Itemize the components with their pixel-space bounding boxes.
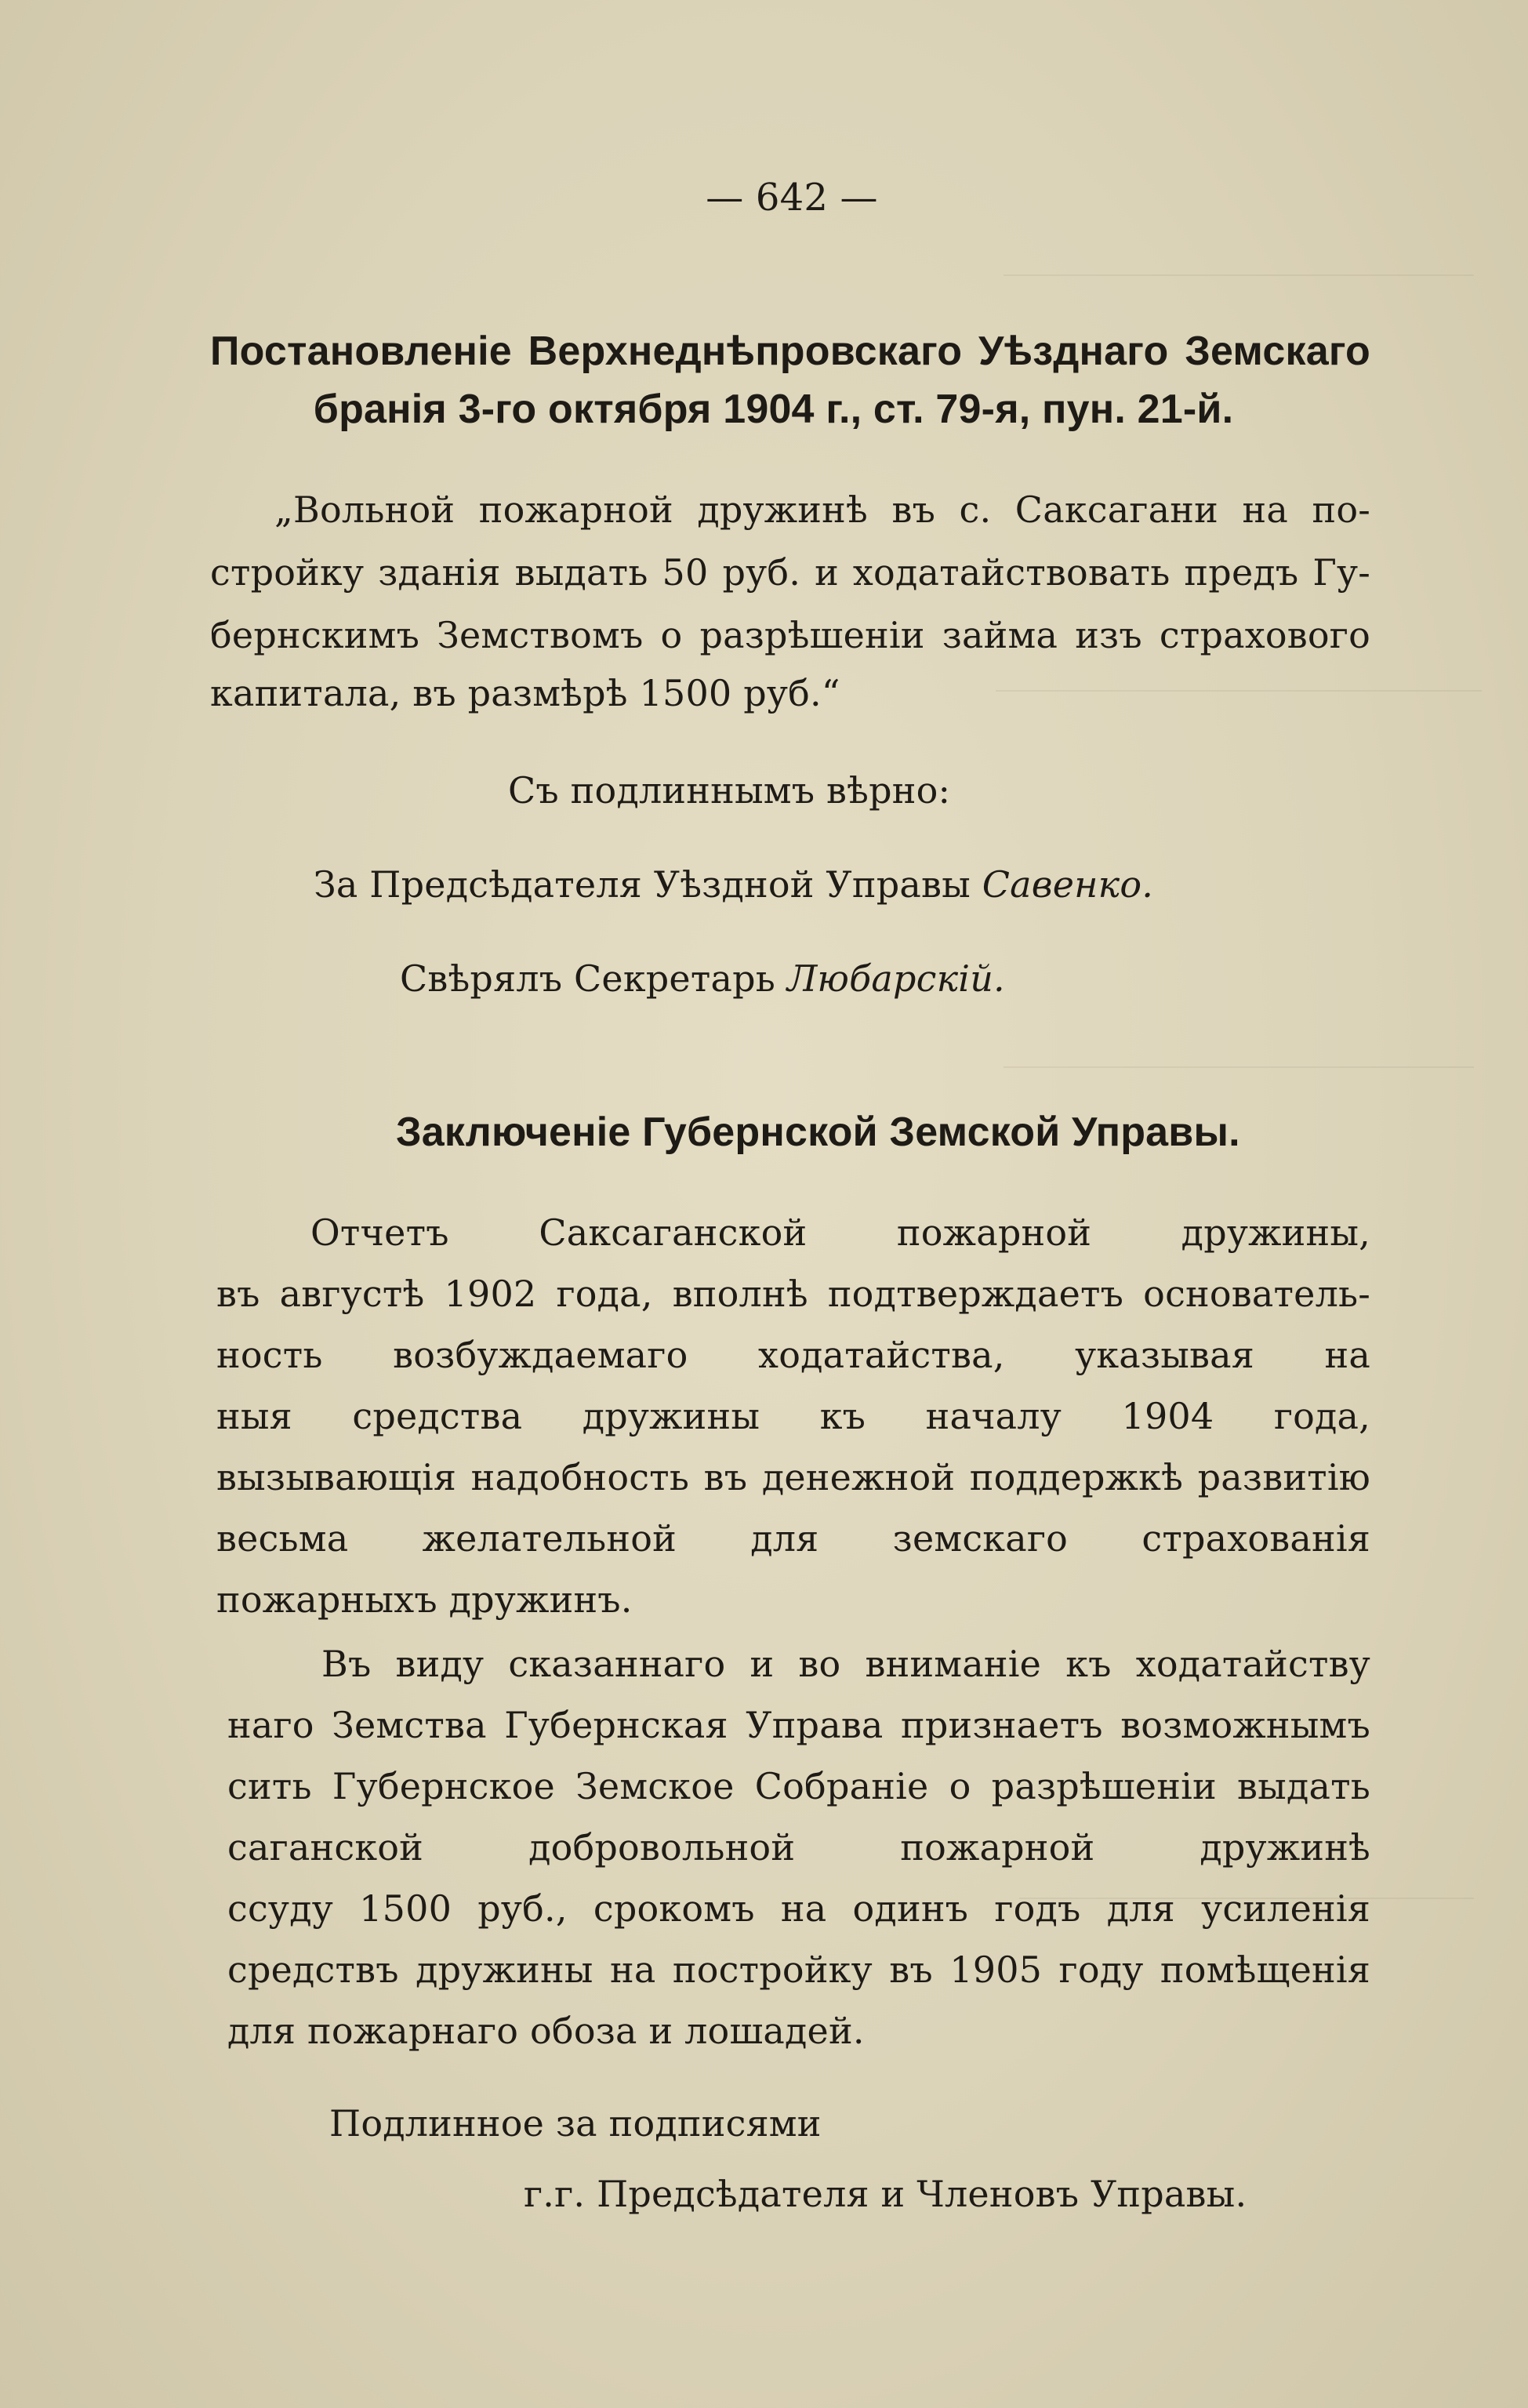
conclusion-paragraph1-line-6: весьма желательной для земскаго страхованія bbox=[216, 1517, 1370, 1560]
resolution-text-line-2: стройку зданія выдать 50 руб. и ходатайствовать предъ Гу- bbox=[210, 551, 1370, 594]
conclusion-paragraph1-line-7: пожарныхъ дружинъ. bbox=[216, 1578, 633, 1621]
secretary-signature-line bbox=[400, 957, 1005, 1001]
conclusion-paragraph1-line-2: въ августѣ 1902 года, вполнѣ подтверждаетъ основатель- bbox=[216, 1273, 1370, 1315]
conclusion-paragraph1-line-3: ность возбуждаемаго ходатайства, указывая на bbox=[216, 1334, 1370, 1376]
conclusion-paragraph2-line-5: ссуду 1500 руб., срокомъ на одинъ годъ для усиленія bbox=[227, 1887, 1370, 1930]
resolution-title-line-2: бранія 3-го октября 1904 г., ст. 79-я, пун. 21-й. bbox=[313, 387, 1234, 432]
resolution-text-line-4: капитала, въ размѣрѣ 1500 руб.“ bbox=[210, 672, 840, 714]
chairman-label: За Предсѣдателя Уѣздной Управы bbox=[314, 863, 971, 906]
resolution-text-line-3: бернскимъ Земствомъ о разрѣшеніи займа изъ страхового bbox=[210, 614, 1370, 656]
conclusion-paragraph2-line-3: сить Губернское Земское Собраніе о разрѣшеніи выдать bbox=[227, 1765, 1370, 1807]
conclusion-paragraph1-line-1: Отчетъ Саксаганской пожарной дружины, bbox=[310, 1211, 1370, 1254]
conclusion-paragraph1-line-4: ныя средства дружины къ началу 1904 года, bbox=[216, 1395, 1370, 1437]
conclusion-paragraph1-line-5: вызывающія надобность въ денежной поддержкѣ развитію bbox=[216, 1456, 1370, 1498]
conclusion-paragraph2-line-7: для пожарнаго обоза и лошадей. bbox=[227, 2010, 865, 2052]
resolution-text-line-1: „Вольной пожарной дружинѣ въ с. Саксагани на по- bbox=[274, 489, 1370, 531]
signature-officials-line: г.г. Предсѣдателя и Членовъ Управы. bbox=[524, 2173, 1247, 2215]
certified-true-copy: Съ подлиннымъ вѣрно: bbox=[508, 769, 951, 812]
conclusion-paragraph2-line-2: наго Земства Губернская Управа признаетъ возможнымъ bbox=[227, 1704, 1370, 1746]
page-number: — 642 — bbox=[706, 176, 878, 220]
secretary-name: Любарскій. bbox=[786, 957, 1005, 1000]
chairman-signature-line bbox=[314, 863, 1153, 906]
secretary-label: Свѣрялъ Секретарь bbox=[400, 957, 776, 1000]
signature-original-line: Подлинное за подписями bbox=[329, 2102, 822, 2145]
conclusion-paragraph2-line-1: Въ виду сказаннаго и во вниманіе къ ходатайству bbox=[321, 1643, 1370, 1685]
conclusion-paragraph2-line-4: саганской добровольной пожарной дружинѣ bbox=[227, 1826, 1370, 1869]
conclusion-title: Заключеніе Губернской Земской Управы. bbox=[396, 1110, 1240, 1155]
conclusion-paragraph2-line-6: средствъ дружины на постройку въ 1905 году помѣщенія bbox=[227, 1949, 1370, 1991]
resolution-title-line-1: Постановленіе Верхнеднѣпровскаго Уѣзднаго Земскаго bbox=[210, 329, 1370, 374]
chairman-name: Савенко. bbox=[982, 863, 1154, 906]
